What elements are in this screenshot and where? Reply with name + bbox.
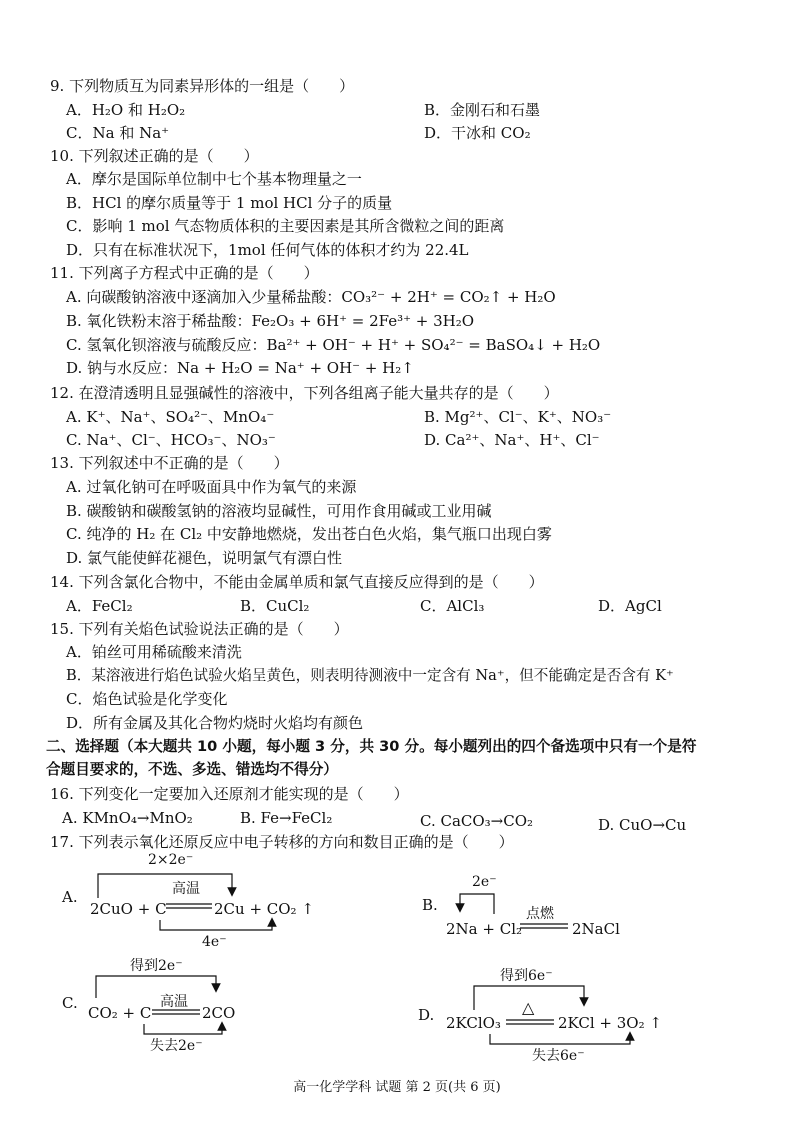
q11-option-d: D. 钠与水反应：Na + H₂O = Na⁺ + OH⁻ + H₂↑ xyxy=(66,359,414,377)
q13-option-c: C. 纯净的 H₂ 在 Cl₂ 中安静地燃烧，发出苍白色火焰，集气瓶口出现白雾 xyxy=(66,525,552,543)
q17-a-right: 2Cu + CO₂ ↑ xyxy=(214,900,314,918)
q14-option-a: A．FeCl₂ xyxy=(66,597,133,615)
q17-c-top-transfer: 得到2e⁻ xyxy=(130,958,183,974)
q13-option-a: A. 过氧化钠可在呼吸面具中作为氧气的来源 xyxy=(66,478,357,496)
q16-option-c: C. CaCO₃→CO₂ xyxy=(420,812,534,830)
q17-a-label: A. xyxy=(62,888,78,906)
q15-option-c: C．焰色试验是化学变化 xyxy=(66,690,228,708)
q14-stem: 14. 下列含氯化合物中，不能由金属单质和氯气直接反应得到的是（ ） xyxy=(50,573,544,591)
page-footer: 高一化学学科 试题 第 2 页(共 6 页) xyxy=(293,1080,501,1095)
q17-d-condition: △ xyxy=(522,998,535,1017)
q17-d-left: 2KClO₃ xyxy=(446,1014,501,1032)
q17-b-top-arrow xyxy=(460,894,494,914)
q10-option-c: C．影响 1 mol 气态物质体积的主要因素是其所含微粒之间的距离 xyxy=(66,217,505,235)
q17-a-left: 2CuO + C xyxy=(90,900,167,918)
q16-stem: 16. 下列变化一定要加入还原剂才能实现的是（ ） xyxy=(50,785,409,803)
q17-d-top-transfer: 得到6e⁻ xyxy=(500,968,553,984)
q17-diagrams xyxy=(0,848,794,1068)
section-2-heading-cont: 合题目要求的，不选、多选、错选均不得分） xyxy=(46,761,338,778)
q9-option-a: A．H₂O 和 H₂O₂ xyxy=(66,101,186,119)
q11-option-a: A. 向碳酸钠溶液中逐滴加入少量稀盐酸：CO₃²⁻ + 2H⁺ = CO₂↑ + H₂O xyxy=(66,288,556,306)
q17-c-label: C. xyxy=(62,994,78,1012)
q9-option-c: C．Na 和 Na⁺ xyxy=(66,124,170,142)
q17-a-top-arrow xyxy=(98,874,232,898)
q17-b-condition: 点燃 xyxy=(526,906,554,922)
q13-option-b: B. 碳酸钠和碳酸氢钠的溶液均显碱性，可用作食用碱或工业用碱 xyxy=(66,502,492,520)
q12-option-d: D. Ca²⁺、Na⁺、H⁺、Cl⁻ xyxy=(424,431,600,449)
q15-option-b: B．某溶液进行焰色试验火焰呈黄色，则表明待测液中一定含有 Na⁺，但不能确定是否含有 K⁺ xyxy=(66,667,674,684)
q17-option-b-diagram xyxy=(422,874,620,938)
q10-option-b: B．HCl 的摩尔质量等于 1 mol HCl 分子的质量 xyxy=(66,194,393,212)
q14-option-b: B．CuCl₂ xyxy=(240,597,310,615)
q17-a-bottom-arrow xyxy=(160,920,272,930)
q17-a-bottom-transfer: 4e⁻ xyxy=(202,934,227,950)
q17-d-right: 2KCl + 3O₂ ↑ xyxy=(558,1014,662,1032)
q17-a-condition: 高温 xyxy=(172,881,200,897)
q11-option-b: B. 氧化铁粉末溶于稀盐酸：Fe₂O₃ + 6H⁺ = 2Fe³⁺ + 3H₂O xyxy=(66,312,475,330)
q17-stem: 17. 下列表示氧化还原反应中电子转移的方向和数目正确的是（ ） xyxy=(50,833,514,851)
q17-c-bottom-transfer: 失去2e⁻ xyxy=(150,1038,203,1054)
q10-option-d: D．只有在标准状况下，1mol 任何气体的体积才约为 22.4L xyxy=(66,241,469,259)
q17-d-label: D. xyxy=(418,1006,435,1024)
q12-option-b: B. Mg²⁺、Cl⁻、K⁺、NO₃⁻ xyxy=(424,408,612,426)
q17-d-bottom-arrow xyxy=(490,1034,630,1044)
q17-option-c-diagram xyxy=(62,958,235,1054)
q17-a-top-transfer: 2×2e⁻ xyxy=(148,852,194,868)
q17-c-bottom-arrow xyxy=(144,1024,222,1034)
q11-option-c: C. 氢氧化钡溶液与硫酸反应：Ba²⁺ + OH⁻ + H⁺ + SO₄²⁻ = BaSO₄↓ + H₂O xyxy=(66,336,601,354)
q17-c-right: 2CO xyxy=(202,1004,236,1022)
q16-option-a: A. KMnO₄→MnO₂ xyxy=(62,809,193,827)
q17-option-a-diagram xyxy=(61,852,314,950)
q10-option-a: A．摩尔是国际单位制中七个基本物理量之一 xyxy=(66,170,362,188)
q17-d-bottom-transfer: 失去6e⁻ xyxy=(532,1048,585,1064)
q14-option-c: C．AlCl₃ xyxy=(420,597,485,615)
q12-option-c: C. Na⁺、Cl⁻、HCO₃⁻、NO₃⁻ xyxy=(66,431,276,449)
q9-stem: 9. 下列物质互为同素异形体的一组是（ ） xyxy=(50,77,355,95)
q13-stem: 13. 下列叙述中不正确的是（ ） xyxy=(50,454,289,472)
q15-option-d: D．所有金属及其化合物灼烧时火焰均有颜色 xyxy=(66,714,364,732)
q17-c-top-arrow xyxy=(96,976,216,998)
q17-b-label: B. xyxy=(422,896,438,914)
q15-stem: 15. 下列有关焰色试验说法正确的是（ ） xyxy=(50,620,349,638)
q11-stem: 11. 下列离子方程式中正确的是（ ） xyxy=(50,264,319,282)
q9-option-b: B．金刚石和石墨 xyxy=(424,101,541,119)
q16-option-b: B. Fe→FeCl₂ xyxy=(240,809,333,827)
q9-option-d: D．干冰和 CO₂ xyxy=(424,124,531,142)
q12-stem: 12. 在澄清透明且显强碱性的溶液中，下列各组离子能大量共存的是（ ） xyxy=(50,384,559,402)
q17-c-left: CO₂ + C xyxy=(88,1004,152,1022)
q13-option-d: D. 氯气能使鲜花褪色，说明氯气有漂白性 xyxy=(66,549,343,567)
q17-c-condition: 高温 xyxy=(160,994,188,1010)
q17-b-left: 2Na + Cl₂ xyxy=(446,920,523,938)
q12-option-a: A. K⁺、Na⁺、SO₄²⁻、MnO₄⁻ xyxy=(66,408,275,426)
q17-b-top-transfer: 2e⁻ xyxy=(472,874,497,890)
q17-option-d-diagram xyxy=(418,968,662,1064)
q10-stem: 10. 下列叙述正确的是（ ） xyxy=(50,147,259,165)
q14-option-d: D．AgCl xyxy=(598,597,662,615)
q16-option-d: D. CuO→Cu xyxy=(598,816,687,834)
q17-b-right: 2NaCl xyxy=(572,920,620,938)
section-2-heading: 二、选择题（本大题共 10 小题，每小题 3 分，共 30 分。每小题列出的四个备选项中只有一个是符 xyxy=(46,738,697,755)
q15-option-a: A．铂丝可用稀硫酸来清洗 xyxy=(66,643,242,661)
